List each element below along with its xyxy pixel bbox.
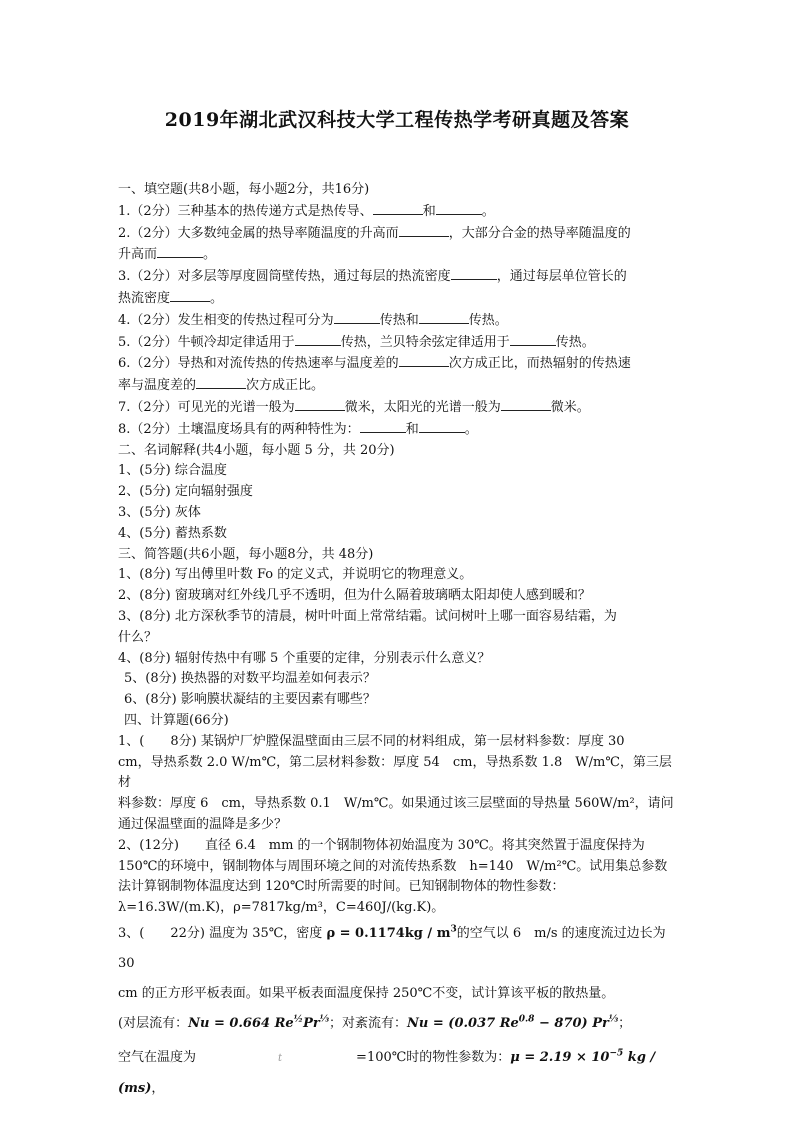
calc-1-line-3: 料参数：厚度 6 cm，导热系数 0.1 W/m℃。如果通过该三层壁面的导热量 560W/m²，请问 — [118, 796, 674, 812]
short-answer-4: 4、(8分) 辐射传热中有哪 5 个重要的定律，分别表示什么意义？ — [118, 650, 491, 666]
question-1-6-cont: 率与温度差的 次方成正比。 — [118, 375, 683, 397]
air-properties: 空气在温度为 t =100℃时的物性参数为：$\mu = 2.19 \times 10^{-5}$ kg / (ms)， — [118, 1048, 656, 1096]
exam-content — [118, 180, 683, 1104]
section-4-heading: 四、计算题(66分) — [124, 712, 229, 728]
answer-blank — [399, 223, 449, 237]
question-1-7: 7.（2分）可见光的光谱一般为 微米，太阳光的光谱一般为 微米。 — [118, 397, 683, 419]
calc-2-line-1: 2、(12分) 直径 6.4 mm 的一个钢制物体初始温度为 30℃。将其突然置于温度保持为 — [118, 837, 645, 853]
short-answer-3: 3、(8分) 北方深秋季节的清晨，树叶叶面上常常结霜。试问树叶上哪一面容易结霜，为 — [118, 608, 617, 624]
turbulent-formula: Nu = (0.037 $Re^{0.8} - 870$) $Pr^{\frac{1}{3}}$ — [407, 1014, 619, 1031]
question-1-1: 1.（2分）三种基本的热传递方式是热传导、 和 。 — [118, 201, 683, 223]
calc-2-line-3: 法计算钢制物体温度达到 120℃时所需要的时间。已知钢制物体的物性参数： — [118, 879, 565, 895]
calc-1-line-1: 1、( 8分) 某锅炉厂炉膛保温壁面由三层不同的材料组成，第一层材料参数：厚度 30 — [118, 733, 625, 749]
short-answer-1: 1、(8分) 写出傅里叶数 Fo 的定义式，并说明它的物理意义。 — [118, 567, 473, 583]
section-2-heading: 二、名词解释(共4小题，每小题 5 分，共 20分) — [118, 442, 395, 458]
question-1-8: 8.（2分）土壤温度场具有的两种特性为： 和 。 — [118, 419, 683, 441]
term-item: 4、(5分) 蓄热系数 — [118, 525, 227, 541]
answer-blank — [501, 397, 551, 411]
section-3-heading: 三、简答题(共6小题，每小题8分，共 48分) — [118, 546, 374, 562]
density-formula: $\rho = 0.1174kg / m^3$ — [326, 924, 457, 941]
answer-blank — [295, 332, 341, 346]
question-1-6: 6.（2分）导热和对流传热的传热速率与温度差的 次方成正比，而热辐射的传热速 — [118, 353, 683, 375]
term-item: 3、(5分) 灰体 — [118, 504, 201, 520]
question-1-5: 5.（2分）牛顿冷却定律适用于 传热，兰贝特余弦定律适用于 传热。 — [118, 332, 683, 354]
answer-blank — [334, 310, 380, 324]
answer-blank — [360, 419, 406, 433]
answer-blank — [436, 201, 482, 215]
short-answer-3-cont: 什么？ — [118, 629, 158, 645]
temperature-symbol: t — [278, 1052, 283, 1064]
question-1-4: 4.（2分）发生相变的传热过程可分为 传热和 传热。 — [118, 310, 683, 332]
question-1-2: 2.（2分）大多数纯金属的热导率随温度的升高而 ，大部分合金的热导率随温度的 — [118, 223, 683, 245]
short-answer-6: 6、(8分) 影响膜状凝结的主要因素有哪些？ — [124, 692, 376, 708]
term-item: 1、(5分) 综合温度 — [118, 463, 227, 479]
calc-2-line-4: λ=16.3W/(m.K)，ρ=7817kg/m³，C=460J/(kg.K)。 — [118, 900, 445, 916]
question-1-2-cont: 升高而 。 — [118, 244, 683, 266]
answer-blank — [196, 375, 246, 389]
page-title: 2019年湖北武汉科技大学工程传热学考研真题及答案 — [164, 109, 630, 131]
viscosity-formula: $\mu = 2.19 \times 10^{-5}$ kg / (ms) — [118, 1048, 656, 1096]
answer-blank — [419, 310, 469, 324]
section-1-heading: 一、填空题(共8小题，每小题2分，共16分) — [118, 182, 370, 197]
answer-blank — [419, 419, 465, 433]
question-1-3-cont: 热流密度 。 — [118, 288, 683, 310]
calc-3-line-2: cm 的正方形平板表面。如果平板表面温度保持 250℃不变，试计算该平板的散热量。 — [118, 985, 615, 1001]
calc-3-line-1: 3、( 22分) 温度为 35℃，密度 $\rho = 0.1174kg / m^3$的空气以 6 m/s 的速度流过边长为 30 — [118, 924, 666, 971]
laminar-formula: Nu = 0.664 $Re^{\frac{1}{2}}Pr^{\frac{1}{3}}$ — [188, 1014, 330, 1031]
answer-blank — [295, 397, 345, 411]
answer-blank — [157, 244, 203, 258]
answer-blank — [170, 288, 210, 302]
nusselt-correlations: (对层流有：Nu = 0.664 $Re^{\frac{1}{2}}Pr^{\frac{1}{3}}$；对紊流有：Nu = (0.037 $Re^{0.8} - 870$) $Pr^{\frac{1}{3}}$； — [118, 1014, 632, 1031]
short-answer-5: 5、(8分) 换热器的对数平均温差如何表示？ — [124, 671, 376, 687]
short-answer-2: 2、(8分) 窗玻璃对红外线几乎不透明，但为什么隔着玻璃晒太阳却使人感到暖和？ — [118, 588, 591, 604]
answer-blank — [399, 353, 449, 367]
question-1-3: 3.（2分）对多层等厚度圆筒壁传热，通过每层的热流密度 ，通过每层单位管长的 — [118, 266, 683, 288]
answer-blank — [373, 201, 423, 215]
answer-blank — [451, 266, 497, 280]
calc-2-line-2: 150℃的环境中，钢制物体与周围环境之间的对流传热系数 h=140 W/m²℃。试用集总参数 — [118, 858, 668, 874]
calc-1-line-2: cm，导热系数 2.0 W/m℃，第二层材料参数：厚度 54 cm，导热系数 1.8 W/m℃，第三层材 — [118, 754, 672, 791]
term-item: 2、(5分) 定向辐射强度 — [118, 484, 253, 500]
calc-1-line-4: 通过保温壁面的温降是多少？ — [118, 816, 288, 832]
answer-blank — [510, 332, 556, 346]
